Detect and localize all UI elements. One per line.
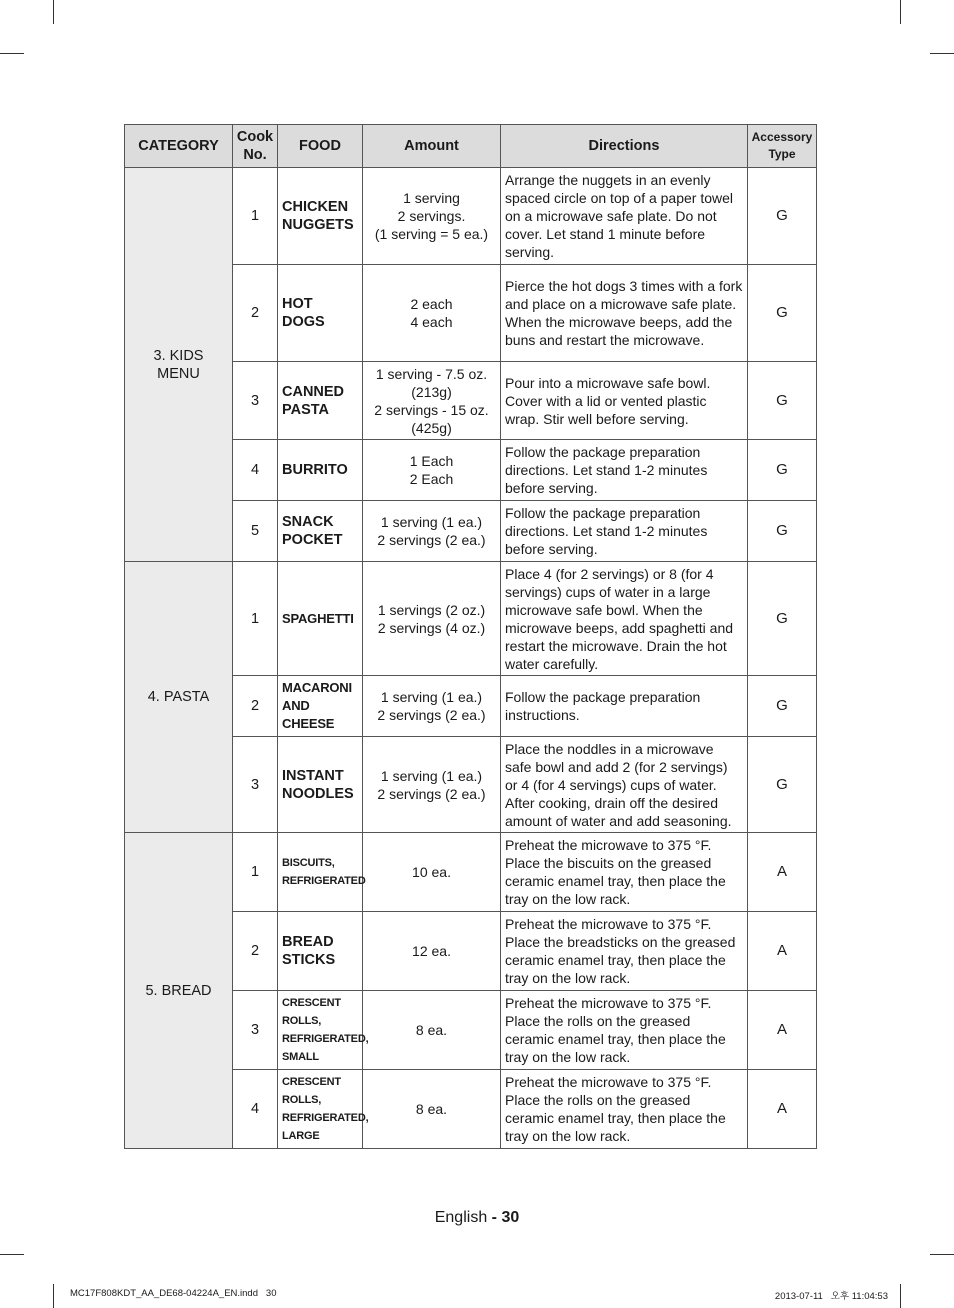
accessory-type: G <box>748 501 817 562</box>
amount-cell: 1 servings (2 oz.) 2 servings (4 oz.) <box>363 562 501 676</box>
food-name: BREAD STICKS <box>278 912 363 991</box>
header-category: CATEGORY <box>125 125 233 168</box>
crop-mark <box>900 0 901 24</box>
crop-mark <box>53 1284 54 1308</box>
accessory-type: A <box>748 912 817 991</box>
header-directions: Directions <box>501 125 748 168</box>
cook-number: 5 <box>233 501 278 562</box>
amount-cell: 1 serving (1 ea.) 2 servings (2 ea.) <box>363 676 501 737</box>
footer-page-number: - 30 <box>491 1209 520 1226</box>
food-name: BURRITO <box>278 440 363 501</box>
cook-number: 1 <box>233 562 278 676</box>
crop-mark <box>53 0 54 24</box>
table-row <box>125 562 817 676</box>
directions-cell: Preheat the microwave to 375 °F. Place the rolls on the greased ceramic enamel tray, then place the tray on the low rack. <box>501 1070 748 1149</box>
category-cell: 5. BREAD <box>125 833 233 1149</box>
header-amount: Amount <box>363 125 501 168</box>
accessory-type: G <box>748 440 817 501</box>
amount-cell: 8 ea. <box>363 1070 501 1149</box>
food-name: CANNED PASTA <box>278 362 363 440</box>
print-slug-filename: MC17F808KDT_AA_DE68-04224A_EN.indd 30 <box>70 1288 277 1299</box>
cook-number: 3 <box>233 991 278 1070</box>
directions-cell: Place 4 (for 2 servings) or 8 (for 4 servings) cups of water in a large microwave safe bowl. When the microwave beeps, add spaghetti and restart the microwave. Drain the hot water carefully. <box>501 562 748 676</box>
amount-cell: 1 serving (1 ea.) 2 servings (2 ea.) <box>363 501 501 562</box>
food-name: CHICKEN NUGGETS <box>278 168 363 265</box>
food-name: SNACK POCKET <box>278 501 363 562</box>
accessory-type: G <box>748 265 817 362</box>
crop-mark <box>0 53 24 54</box>
amount-cell: 1 serving (1 ea.) 2 servings (2 ea.) <box>363 737 501 833</box>
crop-mark <box>900 1284 901 1308</box>
cook-number: 3 <box>233 362 278 440</box>
amount-cell: 8 ea. <box>363 991 501 1070</box>
category-cell: 3. KIDS MENU <box>125 168 233 562</box>
accessory-type: A <box>748 833 817 912</box>
directions-cell: Pour into a microwave safe bowl. Cover with a lid or vented plastic wrap. Stir well before serving. <box>501 362 748 440</box>
amount-cell: 1 serving - 7.5 oz. (213g) 2 servings - 15 oz. (425g) <box>363 362 501 440</box>
table-row <box>125 168 817 265</box>
footer-language: English <box>434 1209 488 1226</box>
crop-mark <box>930 1254 954 1255</box>
table-row <box>125 833 817 912</box>
cook-number: 1 <box>233 168 278 265</box>
food-name: CRESCENT ROLLS, REFRIGERATED, LARGE <box>278 1070 363 1149</box>
amount-cell: 1 serving 2 servings. (1 serving = 5 ea.) <box>363 168 501 265</box>
cook-number: 1 <box>233 833 278 912</box>
directions-cell: Pierce the hot dogs 3 times with a fork and place on a microwave safe plate. When the microwave beeps, add the buns and restart the microwave. <box>501 265 748 362</box>
crop-mark <box>0 1254 24 1255</box>
directions-cell: Arrange the nuggets in an evenly spaced circle on top of a paper towel on a microwave safe plate. Do not cover. Let stand 1 minute before serving. <box>501 168 748 265</box>
cooking-guide-table <box>124 124 817 1149</box>
header-food: FOOD <box>278 125 363 168</box>
cook-number: 2 <box>233 676 278 737</box>
cook-number: 4 <box>233 1070 278 1149</box>
directions-cell: Preheat the microwave to 375 °F. Place the breadsticks on the greased ceramic enamel tray, then place the tray on the low rack. <box>501 912 748 991</box>
table-header-row <box>125 125 817 168</box>
print-slug-timestamp: 2013-07-11 오후 11:04:53 <box>774 1291 888 1302</box>
food-name: HOT DOGS <box>278 265 363 362</box>
crop-mark <box>930 53 954 54</box>
directions-cell: Preheat the microwave to 375 °F. Place the biscuits on the greased ceramic enamel tray, then place the tray on the low rack. <box>501 833 748 912</box>
accessory-type: G <box>748 168 817 265</box>
accessory-type: G <box>748 737 817 833</box>
food-name: BISCUITS, REFRIGERATED <box>278 833 363 912</box>
amount-cell: 10 ea. <box>363 833 501 912</box>
accessory-type: A <box>748 1070 817 1149</box>
amount-cell: 12 ea. <box>363 912 501 991</box>
directions-cell: Place the noddles in a microwave safe bowl and add 2 (for 2 servings) or 4 (for 4 servings) cups of water. After cooking, drain off the desired amount of water and add seasoning. <box>501 737 748 833</box>
cook-number: 4 <box>233 440 278 501</box>
accessory-type: A <box>748 991 817 1070</box>
page-number <box>0 1209 954 1227</box>
cook-number: 3 <box>233 737 278 833</box>
amount-cell: 2 each 4 each <box>363 265 501 362</box>
accessory-type: G <box>748 362 817 440</box>
category-cell: 4. PASTA <box>125 562 233 833</box>
amount-cell: 1 Each 2 Each <box>363 440 501 501</box>
accessory-type: G <box>748 676 817 737</box>
food-name: CRESCENT ROLLS, REFRIGERATED, SMALL <box>278 991 363 1070</box>
directions-cell: Follow the package preparation directions. Let stand 1-2 minutes before serving. <box>501 501 748 562</box>
food-name: SPAGHETTI <box>278 562 363 676</box>
cook-number: 2 <box>233 912 278 991</box>
directions-cell: Preheat the microwave to 375 °F. Place the rolls on the greased ceramic enamel tray, then place the tray on the low rack. <box>501 991 748 1070</box>
header-accessory-type: Accessory Type <box>748 125 817 168</box>
food-name: MACARONI AND CHEESE <box>278 676 363 737</box>
accessory-type: G <box>748 562 817 676</box>
header-cook-no: Cook No. <box>233 125 278 168</box>
directions-cell: Follow the package preparation instructions. <box>501 676 748 737</box>
cook-number: 2 <box>233 265 278 362</box>
food-name: INSTANT NOODLES <box>278 737 363 833</box>
directions-cell: Follow the package preparation directions. Let stand 1-2 minutes before serving. <box>501 440 748 501</box>
